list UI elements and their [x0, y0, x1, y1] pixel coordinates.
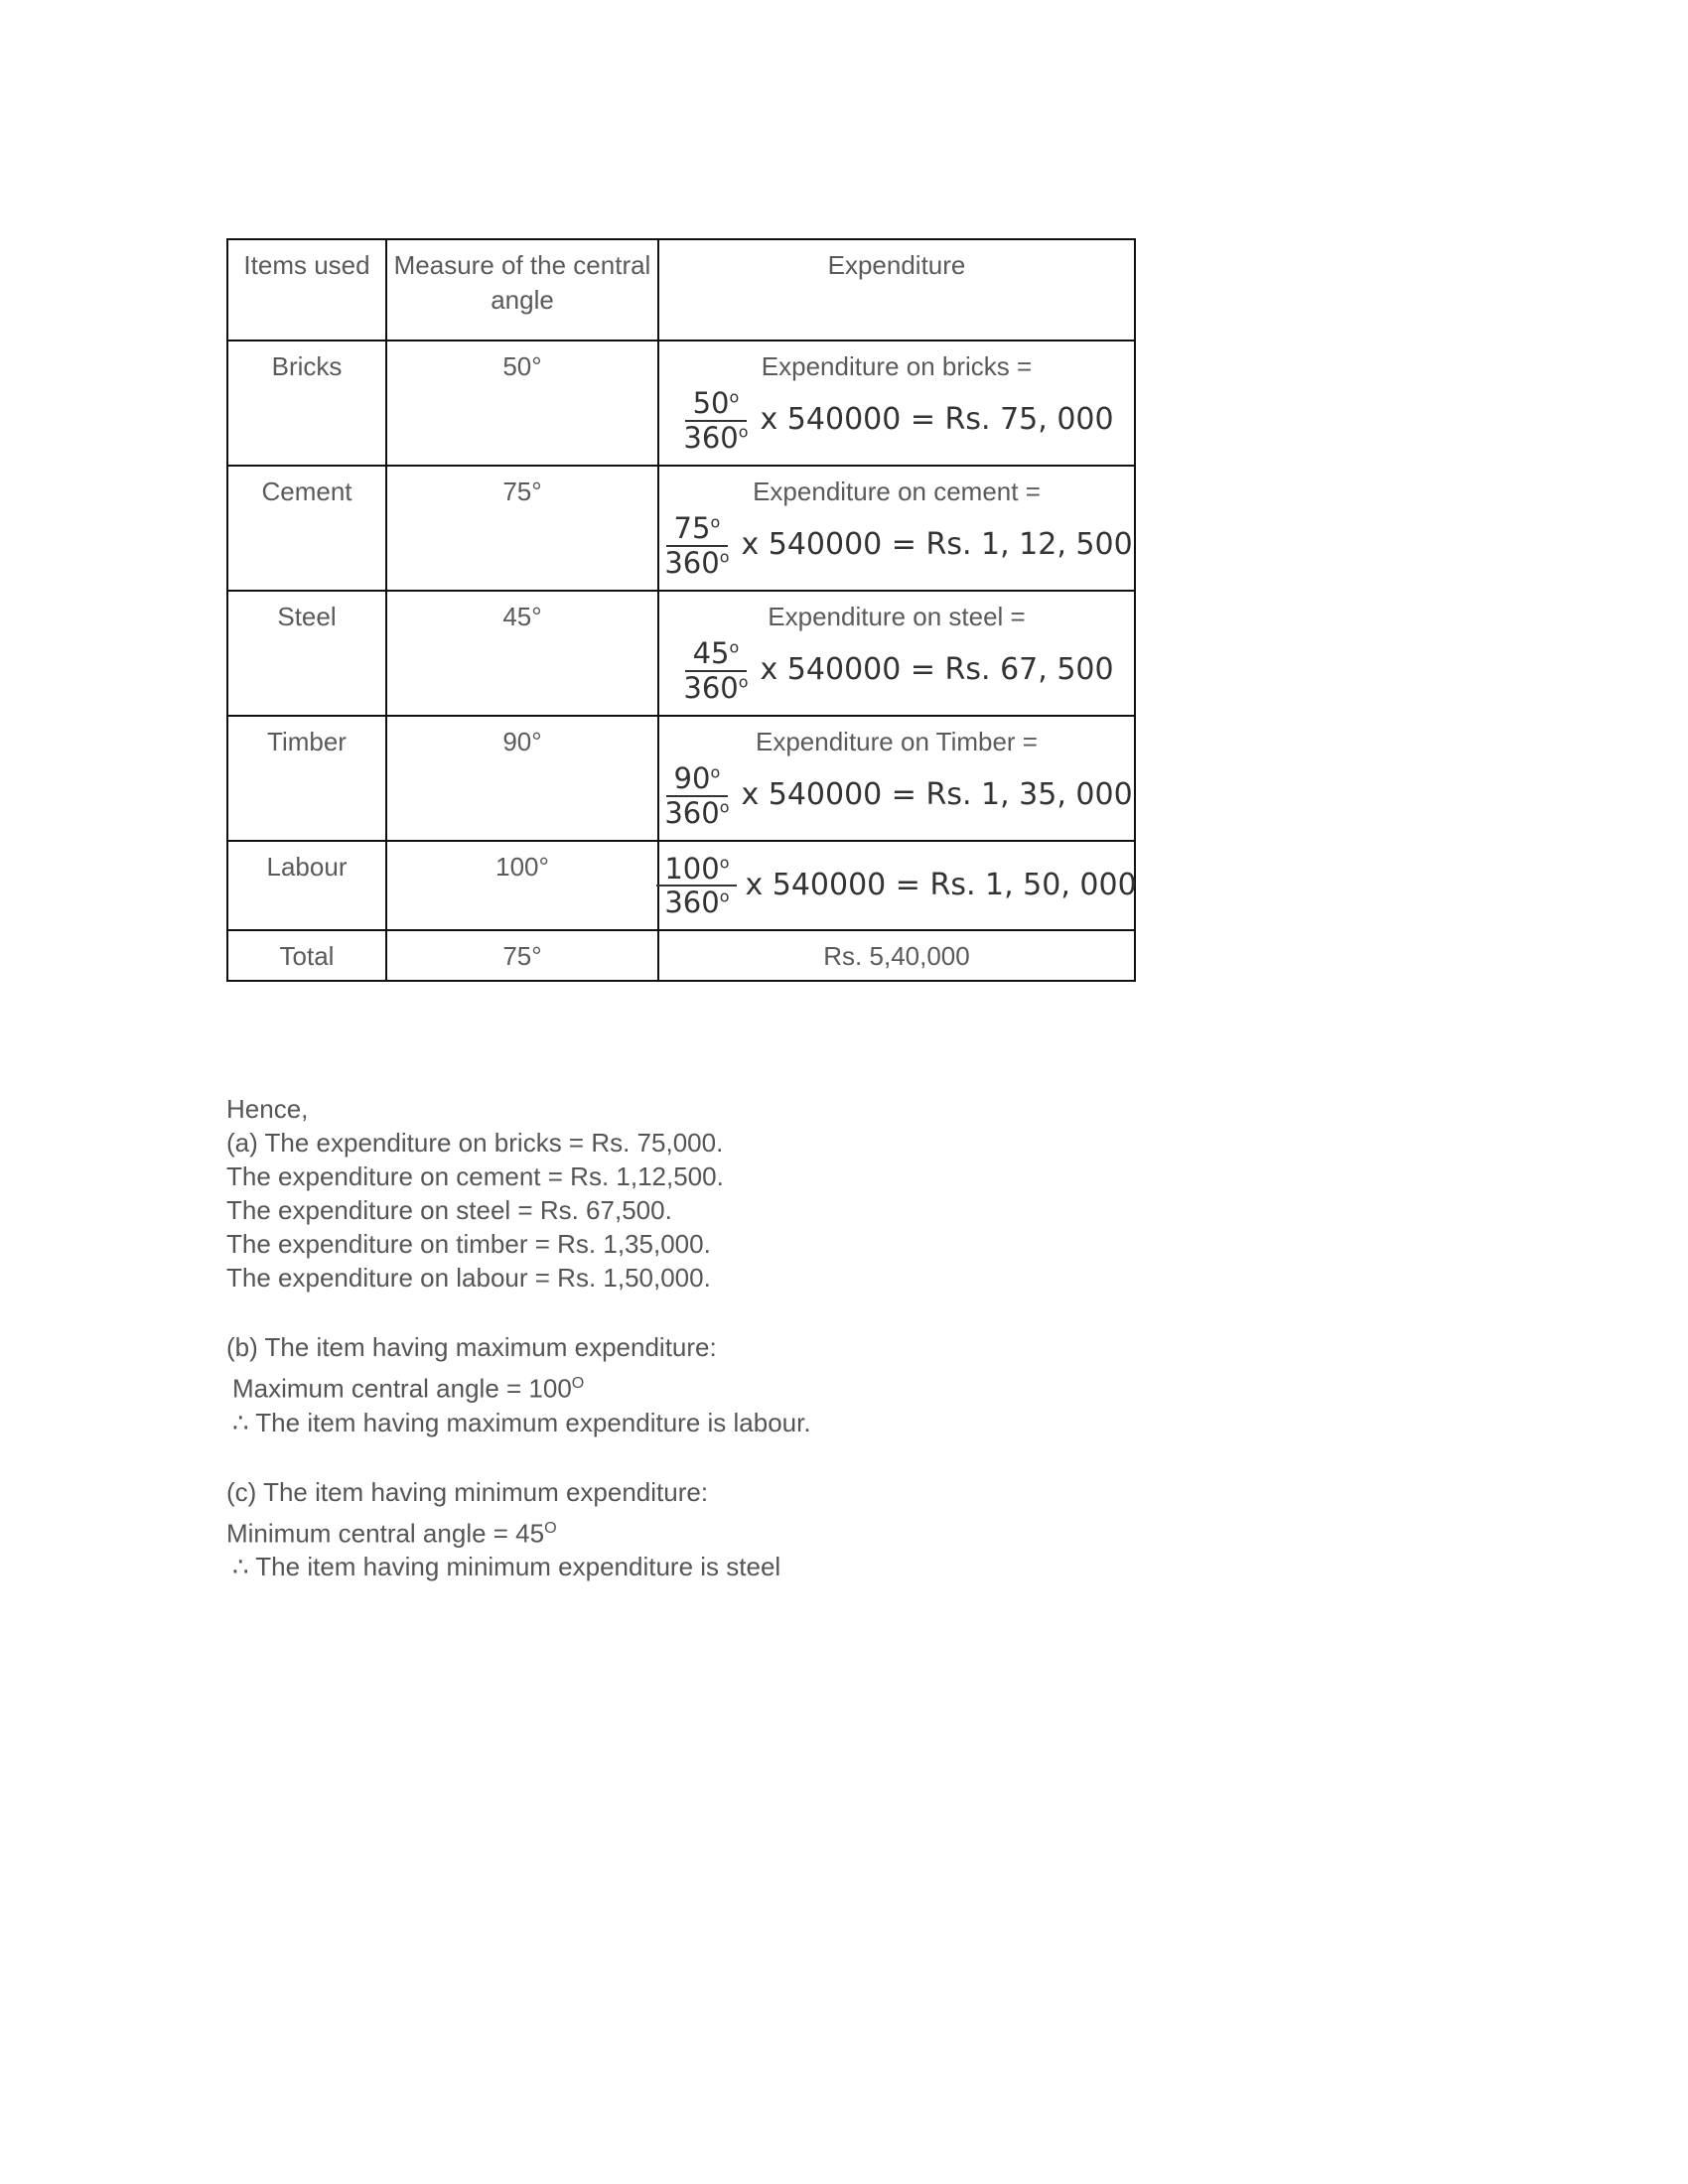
expenditure-label: Expenditure on steel = [768, 602, 1026, 631]
degree-mark: o [710, 512, 721, 532]
expenditure-calculation [665, 388, 1128, 453]
part-a-line: The expenditure on cement = Rs. 1,12,500. [226, 1161, 724, 1191]
table-row-cement [227, 466, 1135, 591]
angle-fraction [660, 513, 733, 578]
part-c-heading: (c) The item having minimum expenditure: [226, 1476, 709, 1507]
item-angle: 75° [386, 466, 658, 591]
item-angle: 45° [386, 591, 658, 716]
solution-intro: Hence, [226, 1094, 309, 1124]
total-expenditure: Rs. 5,40,000 [658, 930, 1135, 981]
degree-mark: o [719, 546, 730, 566]
header-items-used: Items used [227, 239, 386, 341]
part-a-line: The expenditure on steel = Rs. 67,500. [226, 1195, 672, 1225]
item-angle: 50° [386, 341, 658, 466]
degree-mark: O [544, 1518, 557, 1537]
fraction-numerator: 75 [673, 511, 711, 546]
fraction-denominator: 360 [683, 670, 739, 705]
fraction-denominator: 360 [683, 420, 739, 455]
total-label: Total [227, 930, 386, 981]
table-row-timber [227, 716, 1135, 841]
item-name: Bricks [227, 341, 386, 466]
expenditure-label: Expenditure on Timber = [756, 727, 1038, 756]
header-expenditure: Expenditure [658, 239, 1135, 341]
item-angle: 90° [386, 716, 658, 841]
fraction-numerator: 100 [664, 852, 720, 886]
expenditure-calculation [665, 638, 1128, 703]
part-b-heading: (b) The item having maximum expenditure: [226, 1332, 717, 1362]
calculation-result: x 540000 = Rs. 1, 12, 500 [741, 527, 1133, 563]
total-angle: 75° [386, 930, 658, 981]
degree-mark: o [719, 796, 730, 816]
degree-mark: o [738, 671, 749, 691]
part-a-line: The expenditure on timber = Rs. 1,35,000. [226, 1229, 711, 1259]
expenditure-cell [658, 716, 1135, 841]
item-name: Cement [227, 466, 386, 591]
degree-mark: o [719, 887, 730, 906]
expenditure-calculation [664, 852, 1137, 920]
fraction-denominator: 360 [664, 795, 720, 830]
angle-fraction [679, 638, 752, 703]
calculation-result: x 540000 = Rs. 1, 50, 000 [745, 868, 1137, 903]
table-row-labour [227, 841, 1135, 930]
calculation-result: x 540000 = Rs. 75, 000 [760, 402, 1114, 438]
fraction-numerator: 45 [692, 636, 730, 671]
expenditure-label: Expenditure on bricks = [761, 351, 1033, 381]
degree-mark: o [738, 421, 749, 441]
part-b-angle-text: Maximum central angle = 100 [232, 1373, 572, 1404]
table-row-total [227, 930, 1135, 981]
item-name: Steel [227, 591, 386, 716]
expenditure-cell [658, 841, 1135, 930]
degree-mark: o [729, 387, 740, 407]
calculation-result: x 540000 = Rs. 67, 500 [760, 652, 1114, 688]
angle-fraction [656, 854, 737, 918]
expenditure-cell [658, 341, 1135, 466]
solution-text [226, 1092, 1418, 1583]
degree-mark: O [571, 1374, 585, 1392]
expenditure-calculation [664, 761, 1133, 830]
table-row-steel [227, 591, 1135, 716]
expenditure-cell [658, 591, 1135, 716]
fraction-denominator: 360 [664, 886, 720, 920]
item-name: Labour [227, 841, 386, 930]
item-angle: 100° [386, 841, 658, 930]
angle-fraction [679, 388, 752, 453]
header-central-angle: Measure of the central angle [386, 239, 658, 341]
expenditure-label: Expenditure on cement = [753, 477, 1041, 506]
degree-mark: o [710, 762, 721, 782]
expenditure-calculation [664, 511, 1133, 580]
calculation-result: x 540000 = Rs. 1, 35, 000 [741, 777, 1133, 813]
degree-mark: o [719, 853, 730, 873]
fraction-denominator: 360 [664, 545, 720, 580]
part-b-conclusion: ∴ The item having maximum expenditure is labour. [232, 1407, 811, 1437]
expenditure-table [226, 238, 1136, 982]
part-a-line: (a) The expenditure on bricks = Rs. 75,000. [226, 1128, 724, 1158]
item-name: Timber [227, 716, 386, 841]
table-row-bricks [227, 341, 1135, 466]
part-c-angle [226, 1511, 1418, 1551]
part-c-angle-text: Minimum central angle = 45 [226, 1518, 545, 1549]
fraction-numerator: 50 [692, 386, 730, 421]
part-b-angle [226, 1366, 1418, 1406]
degree-mark: o [729, 637, 740, 657]
angle-fraction [660, 763, 733, 828]
fraction-numerator: 90 [673, 761, 711, 796]
expenditure-cell [658, 466, 1135, 591]
part-c-conclusion: ∴ The item having minimum expenditure is steel [232, 1552, 781, 1582]
part-a-line: The expenditure on labour = Rs. 1,50,000. [226, 1263, 711, 1293]
table-header-row [227, 239, 1135, 341]
